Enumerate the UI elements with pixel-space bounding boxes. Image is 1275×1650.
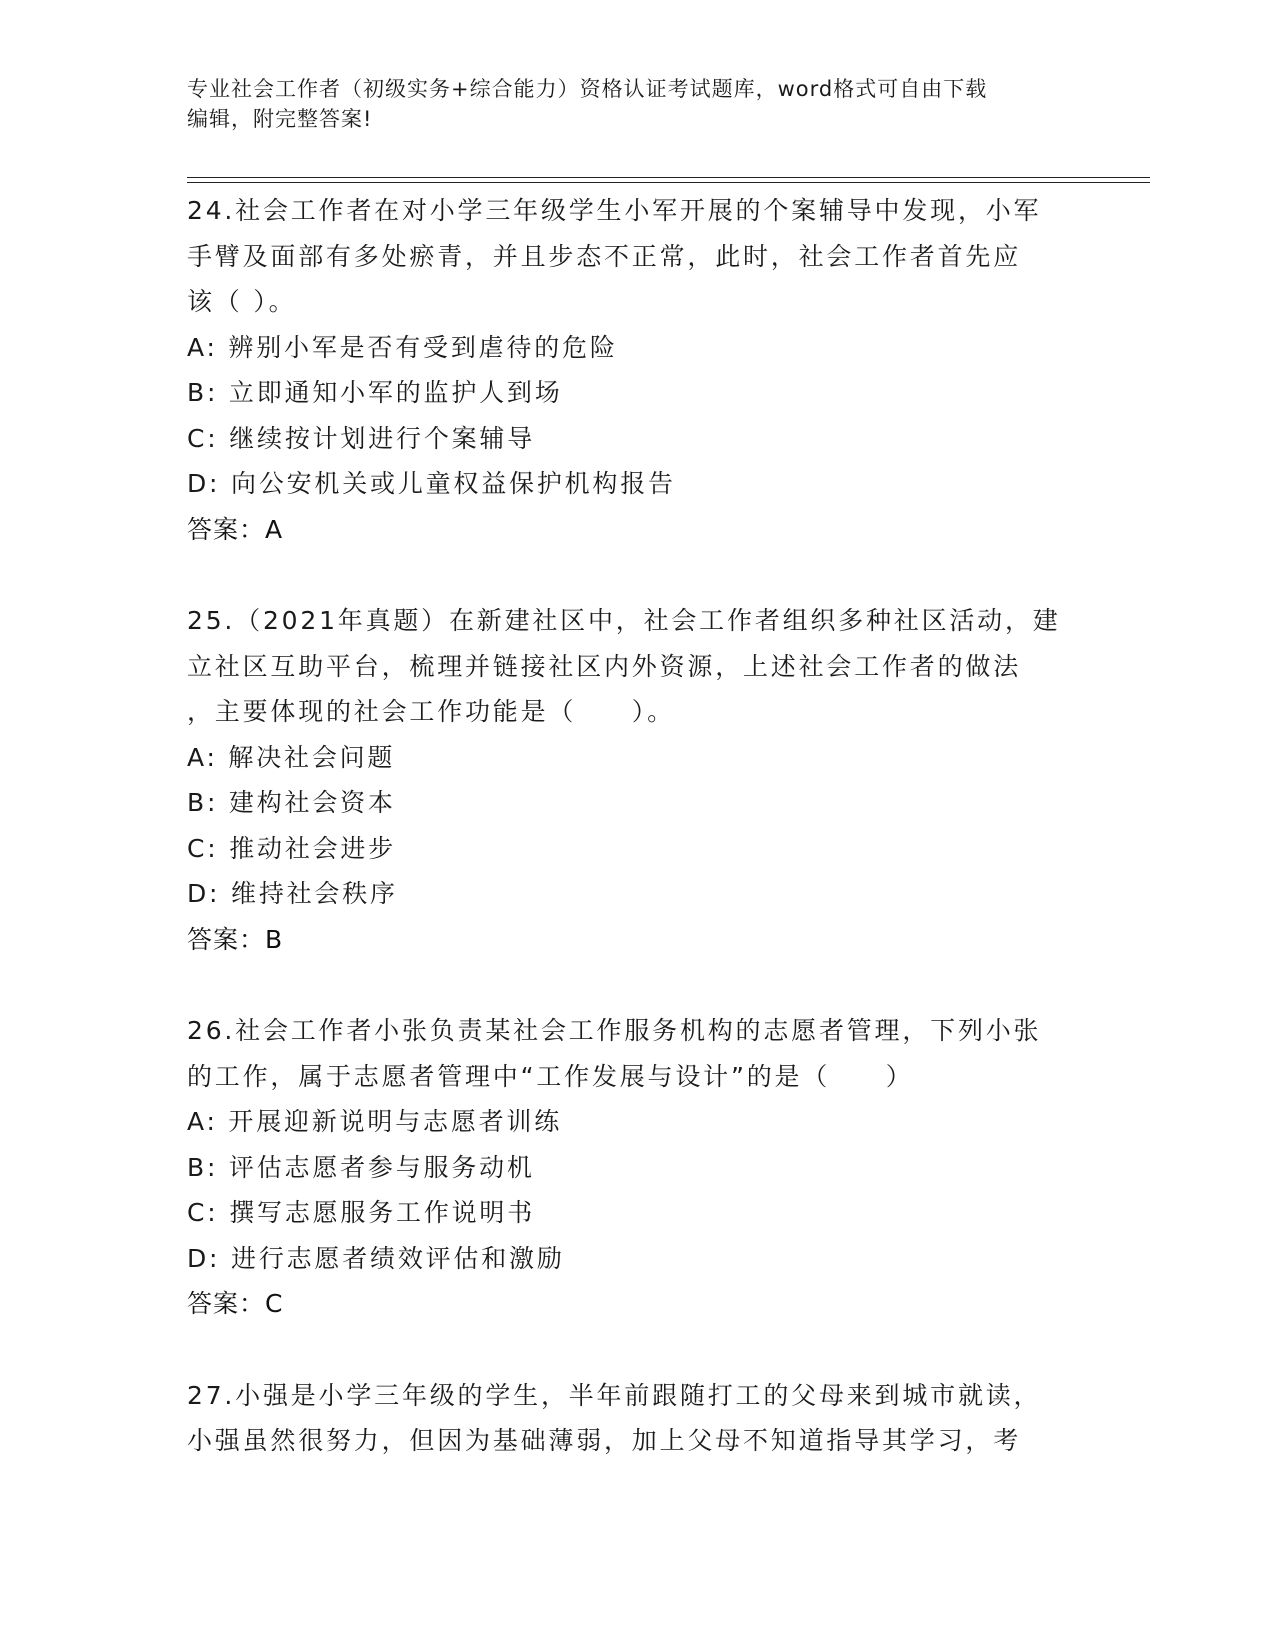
option-a: A: 开展迎新说明与志愿者训练 <box>187 1107 563 1136</box>
question-text-line: 的工作，属于志愿者管理中“工作发展与设计”的是（ ） <box>187 1061 914 1091</box>
answer-label: 答案：A <box>187 514 284 544</box>
option-b: B: 评估志愿者参与服务动机 <box>187 1152 535 1182</box>
header-divider-top <box>187 177 1150 178</box>
question-spacer <box>187 962 1087 1008</box>
question-spacer <box>187 552 1087 598</box>
question-list <box>187 188 1087 1464</box>
option-d: D: 进行志愿者绩效评估和激励 <box>187 1243 565 1273</box>
document-header <box>187 74 1087 134</box>
question-26 <box>187 1008 1087 1327</box>
header-divider-bottom <box>187 182 1150 183</box>
answer-label: 答案：B <box>187 924 284 954</box>
question-text-line: 该（ ）。 <box>187 287 297 316</box>
option-b: B: 立即通知小军的监护人到场 <box>187 378 563 407</box>
question-spacer <box>187 1327 1087 1373</box>
option-c: C: 推动社会进步 <box>187 833 397 863</box>
option-a: A: 解决社会问题 <box>187 742 396 772</box>
option-a: A: 辨别小军是否有受到虐待的危险 <box>187 332 618 362</box>
option-d: D: 维持社会秩序 <box>187 879 398 908</box>
question-27 <box>187 1373 1087 1464</box>
question-25 <box>187 598 1087 962</box>
option-c: C: 继续按计划进行个案辅导 <box>187 423 536 453</box>
option-b: B: 建构社会资本 <box>187 788 396 817</box>
option-d: D: 向公安机关或儿童权益保护机构报告 <box>187 469 676 498</box>
option-c: C: 撰写志愿服务工作说明书 <box>187 1198 536 1227</box>
header-line-2: 编辑，附完整答案! <box>187 107 373 131</box>
question-24 <box>187 188 1087 552</box>
question-text-line: 手臂及面部有多处瘀青，并且步态不正常，此时，社会工作者首先应 <box>187 241 1022 271</box>
header-line-1: 专业社会工作者（初级实务+综合能力）资格认证考试题库，word格式可自由下载 <box>187 77 988 101</box>
question-text-line: ，主要体现的社会工作功能是（ ）。 <box>187 697 675 726</box>
question-text-line: 立社区互助平台，梳理并链接社区内外资源，上述社会工作者的做法 <box>187 651 1022 681</box>
question-text-line: 小强虽然很努力，但因为基础薄弱，加上父母不知道指导其学习，考 <box>187 1426 1022 1455</box>
answer-label: 答案：C <box>187 1289 284 1318</box>
question-text-line: 26.社会工作者小张负责某社会工作服务机构的志愿者管理，下列小张 <box>187 1016 1042 1045</box>
question-text-line: 27.小强是小学三年级的学生，半年前跟随打工的父母来到城市就读， <box>187 1380 1042 1410</box>
question-text-line: 24.社会工作者在对小学三年级学生小军开展的个案辅导中发现，小军 <box>187 196 1042 225</box>
question-text-line: 25.（2021年真题）在新建社区中，社会工作者组织多种社区活动，建 <box>187 606 1061 635</box>
